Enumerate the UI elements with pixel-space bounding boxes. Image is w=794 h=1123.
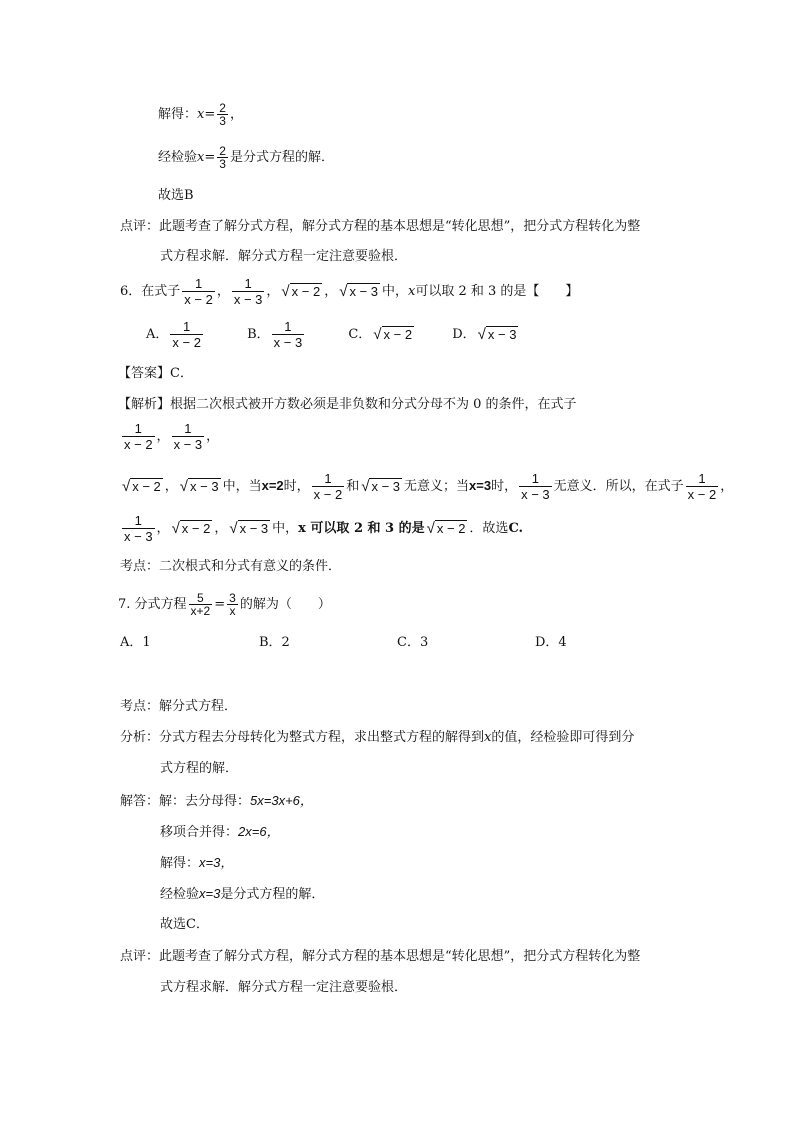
q7-option-a: A．1: [120, 635, 151, 650]
solve-line: 解得：x= $\frac{2}{3}$ ，: [158, 101, 243, 128]
sqrt-x-minus-2: √ x − 2: [281, 283, 321, 300]
q7-option-d: D．4: [535, 635, 567, 650]
solve-label: 解得：: [158, 107, 198, 122]
fraction-1-over-x-minus-2: $\frac{1}{x - 2}$: [184, 276, 213, 307]
comment-line-2: 式方程求解．解分式方程一定注意要验根．: [160, 249, 408, 264]
q6-analysis-line-4: $\frac{1}{x - 3}$ ， √ x − 2 ， √ x − 3 中，x 可以取 2 和 3 的是 √ x − 2 ．故选C.: [124, 513, 524, 544]
fraction-3-over-x: $\frac{3}{x}$: [229, 591, 236, 618]
fraction-two-thirds: $\frac{2}{3}$: [219, 144, 226, 171]
q6-analysis-line-3: √ x − 2 ， √ x − 3 中，当x=2时， $\frac{1}{x - 2}$ 和 √ x − 3 无意义；当x=3时， $\frac{1}{x - 3}$ 无意义．所以，在式子 $\frac{1}{x - 2}$ ，: [122, 471, 734, 502]
q7-step-1: 解答：解：去分母得：5x=3x+6，: [120, 793, 313, 809]
q7-stem: 7. 分式方程 $\frac{5}{x+2}$ = $\frac{3}{x}$ 的解为（ ）: [118, 591, 331, 618]
option-a: A． $\frac{1}{x - 2}$: [146, 319, 201, 350]
fraction-5-over-x-plus-2: $\frac{5}{x+2}$: [190, 591, 211, 618]
q6-options: [146, 319, 520, 350]
fraction-1-over-x-minus-3: $\frac{1}{x - 3}$: [233, 276, 263, 307]
option-b: B． $\frac{1}{x - 3}$: [247, 319, 303, 350]
q7-fenxi-line-2: 式方程的解．: [160, 761, 239, 776]
q7-option-b: B．2: [259, 635, 290, 650]
q6-kaodian: 考点：二次根式和分式有意义的条件．: [120, 559, 342, 574]
fraction-two-thirds: $\frac{2}{3}$: [219, 101, 226, 128]
sqrt-x-minus-3: √ x − 3: [339, 283, 378, 300]
q7-step-3: 解得：x=3，: [160, 855, 234, 871]
q7-step-5: 故选C．: [160, 917, 209, 932]
check-line: 经检验x= $\frac{2}{3}$ 是分式方程的解．: [158, 144, 334, 171]
q7-comment-line-1: 点评：此题考查了解分式方程，解分式方程的基本思想是“转化思想”，把分式方程转化为整: [120, 949, 641, 964]
q7-step-2: 移项合并得：2x=6，: [160, 824, 280, 840]
q6-stem: 6．在式子 $\frac{1}{x - 2}$ ， $\frac{1}{x - 3}$ ， √ x − 2 ， √ x − 3 中，x可以取 2 和 3 的是【 】: [120, 276, 579, 307]
q6-analysis-line-1: 【解析】根据二次根式被开方数必须是非负数和分式分母不为 0 的条件，在式子: [118, 397, 577, 412]
q6-answer: 【答案】C．: [118, 366, 193, 381]
q7-option-c: C．3: [397, 635, 429, 650]
option-d: D． √ x − 3: [452, 326, 517, 343]
q7-step-4: 经检验x=3是分式方程的解．: [160, 886, 325, 902]
q7-fenxi-line-1: 分析：分式方程去分母转化为整式方程，求出整式方程的解得到x的值，经检验即可得到分: [120, 730, 635, 745]
q6-analysis-line-2: $\frac{1}{x - 2}$ ， $\frac{1}{x - 3}$ ，: [124, 421, 220, 452]
comment-line-1: 点评：此题考查了解分式方程，解分式方程的基本思想是“转化思想”，把分式方程转化为整: [120, 219, 641, 234]
q7-kaodian: 考点：解分式方程．: [120, 699, 238, 714]
choose-line: 故选B: [158, 188, 194, 203]
option-c: C． √ x − 2: [348, 326, 413, 343]
q7-comment-line-2: 式方程求解．解分式方程一定注意要验根．: [160, 980, 408, 995]
